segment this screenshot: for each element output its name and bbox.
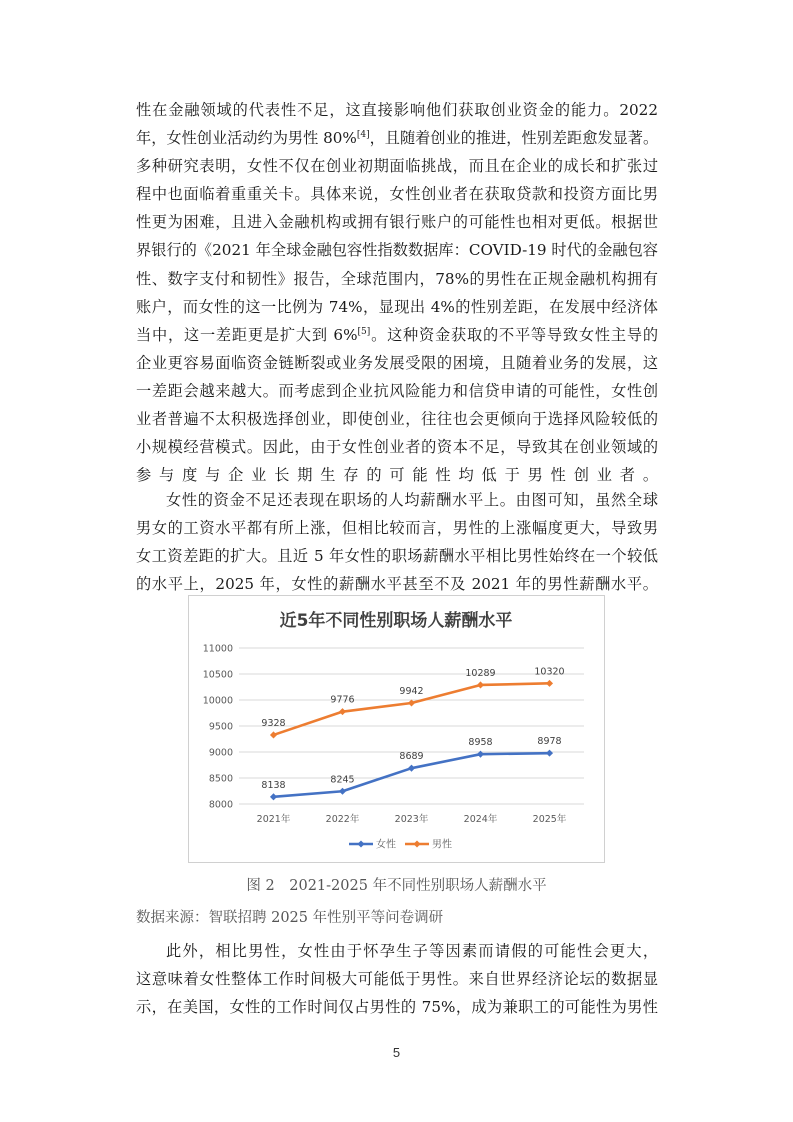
p2-line-1: 女性的资金不足还表现在职场的人均薪酬水平上。由图可知，虽然全球	[166, 491, 658, 509]
y-tick-label-9500: 9500	[208, 721, 233, 733]
chart-canvas	[189, 596, 604, 862]
legend-marker-0	[357, 840, 364, 847]
data-point-1-3	[477, 681, 484, 688]
data-point-0-2	[408, 765, 415, 772]
y-tick-label-8000: 8000	[208, 799, 233, 811]
paragraph-1	[136, 96, 658, 489]
series-0	[261, 736, 561, 800]
chart-title: 近5年不同性别职场人薪酬水平	[279, 611, 513, 631]
y-tick-label-10000: 10000	[202, 695, 233, 707]
page-number: 5	[392, 1045, 401, 1060]
p1-line-7: 性、数字支付和韧性》报告，全球范围内，78%的男性在正规金融机构拥有	[136, 269, 658, 288]
p1-line-11: 一差距会越来越大。而考虑到企业抗风险能力和信贷申请的可能性，女性创	[136, 381, 658, 400]
p3-line-1: 此外，相比男性，女性由于怀孕生子等因素而请假的可能性会更大，	[166, 942, 658, 960]
p2-line-4: 的水平上，2025 年，女性的薪酬水平甚至不及 2021 年的男性薪酬水平。	[136, 575, 658, 594]
salary-line-chart	[188, 595, 605, 863]
p1-line-1: 性在金融领域的代表性不足，这直接影响他们获取创业资金的能力。2022	[136, 101, 658, 119]
p1-line-8: 账户，而女性的这一比例为 74%，显现出 4%的性别差距，在发展中经济体	[136, 297, 658, 316]
x-tick-label-1: 2022年	[325, 814, 360, 825]
data-label-1-4: 10320	[534, 666, 565, 678]
p1-line-10: 企业更容易面临资金链断裂或业务发展受限的困境，且随着业务的发展，这	[136, 353, 658, 372]
p1-line-3: 多种研究表明，女性不仅在创业初期面临挑战，而且在企业的成长和扩张过	[136, 157, 658, 176]
y-tick-label-9000: 9000	[208, 747, 233, 759]
x-tick-label-0: 2021年	[256, 814, 291, 825]
p3-line-2: 这意味着女性整体工作时间极大可能低于男性。来自世界经济论坛的数据显	[136, 970, 658, 989]
y-tick-label-10500: 10500	[202, 669, 233, 681]
legend-label-1: 男性	[432, 839, 452, 851]
y-axis	[203, 644, 233, 811]
p1-line-2: 年，女性创业活动约为男性 80%[4]，且随着创业的推进，性别差距愈发显著。	[136, 129, 659, 148]
data-point-0-4	[546, 750, 553, 757]
data-label-0-4: 8978	[537, 736, 562, 748]
data-point-0-1	[339, 788, 346, 795]
chart-series	[261, 666, 564, 800]
reference-5[interactable]: [5]	[357, 326, 371, 337]
p1-line-13: 小规模经营模式。因此，由于女性创业者的资本不足，导致其在创业领域的	[136, 438, 658, 457]
series-1	[261, 666, 564, 738]
reference-4[interactable]: [4]	[356, 130, 370, 141]
data-point-1-2	[408, 699, 415, 706]
data-label-1-0: 9328	[261, 717, 286, 729]
legend-label-0: 女性	[376, 839, 396, 851]
y-tick-label-8500: 8500	[208, 773, 233, 785]
paragraph-2	[136, 486, 658, 598]
data-source: 数据来源：智联招聘 2025 年性别平等问卷调研	[136, 910, 444, 926]
p3-line-3: 示，在美国，女性的工作时间仅占男性的 75%，成为兼职工的可能性为男性	[136, 998, 658, 1017]
p1-line-12: 业者普遍不太积极选择创业，即使创业，往往也会更倾向于选择风险较低的	[136, 410, 658, 429]
p1-line-6: 界银行的《2021 年全球金融包容性指数数据库：COVID-19 时代的金融包容	[136, 241, 658, 260]
figure-caption: 图 2 2021-2025 年不同性别职场人薪酬水平	[246, 878, 547, 894]
data-label-0-0: 8138	[261, 779, 286, 791]
data-label-0-1: 8245	[330, 774, 355, 786]
data-label-0-3: 8958	[468, 737, 493, 749]
p1-line-5: 性更为困难，且进入金融机构或拥有银行账户的可能性也相对更低。根据世	[136, 213, 658, 232]
x-tick-label-4: 2025年	[532, 814, 567, 825]
p1-line-4: 程中也面临着重重关卡。具体来说，女性创业者在获取贷款和投资方面比男	[136, 185, 658, 204]
p2-line-2: 男女的工资水平都有所上涨，但相比较而言，男性的上涨幅度更大，导致男	[136, 519, 658, 538]
data-point-1-4	[546, 680, 553, 687]
chart-legend	[349, 838, 452, 851]
x-axis	[257, 813, 567, 825]
p1-line-9: 当中，这一差距更是扩大到 6%[5]。这种资金获取的不平等导致女性主导的	[136, 325, 658, 344]
paragraph-3	[136, 937, 658, 1021]
legend-marker-1	[413, 840, 420, 847]
data-label-0-2: 8689	[399, 751, 424, 763]
p1-line-14: 参与度与企业长期生存的可能性均低于男性创业者。	[136, 466, 658, 485]
data-point-1-0	[270, 731, 277, 738]
data-label-1-2: 9942	[399, 686, 424, 698]
y-tick-label-11000: 11000	[202, 643, 233, 655]
data-point-0-0	[270, 793, 277, 800]
chart-gridlines	[239, 648, 584, 804]
data-label-1-3: 10289	[465, 667, 496, 679]
x-tick-label-3: 2024年	[463, 814, 498, 825]
data-label-1-1: 9776	[330, 694, 355, 706]
x-tick-label-2: 2023年	[394, 814, 429, 825]
p2-line-3: 女工资差距的扩大。且近 5 年女性的职场薪酬水平相比男性始终在一个较低	[136, 547, 658, 566]
data-point-1-1	[339, 708, 346, 715]
